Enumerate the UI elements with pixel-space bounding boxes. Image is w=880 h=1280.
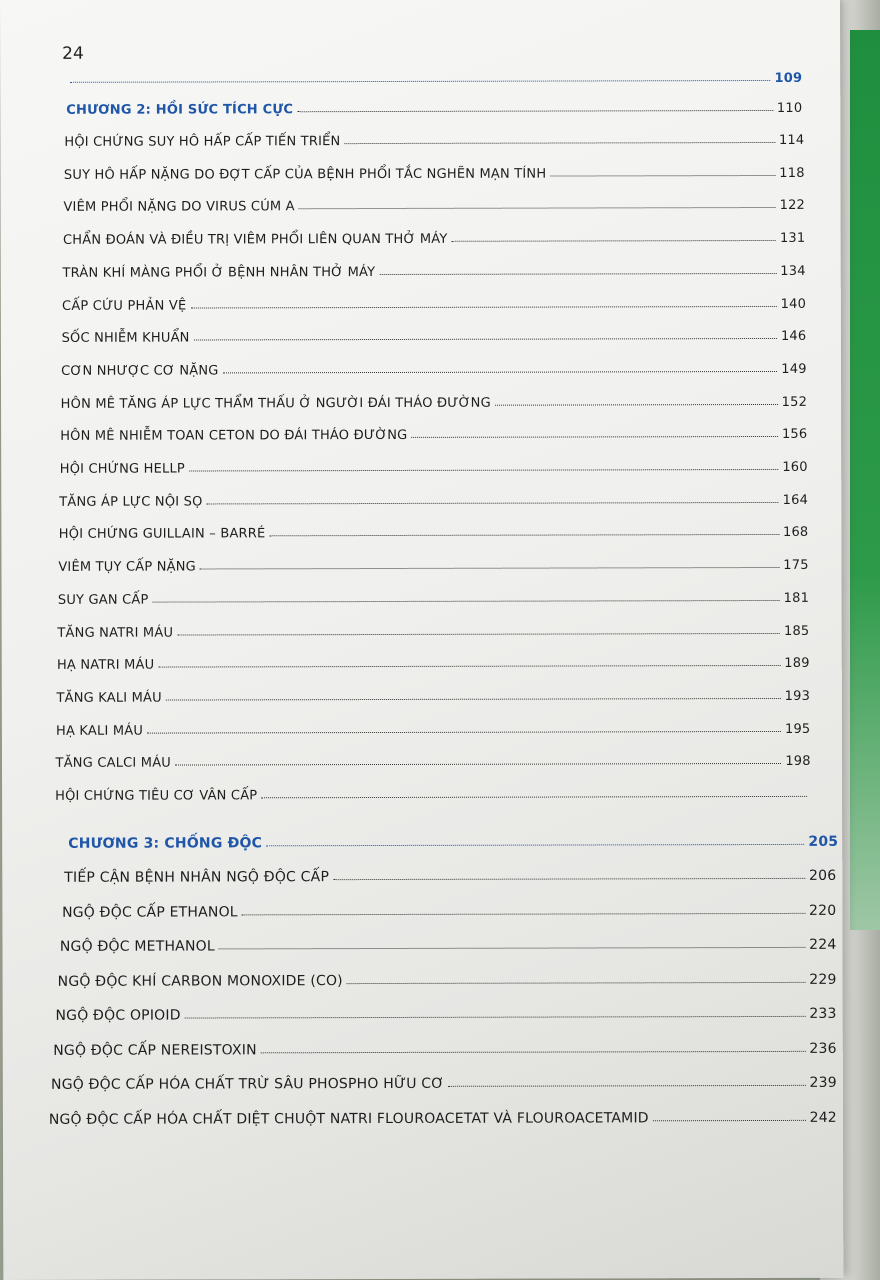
toc-entry[interactable]	[61, 383, 807, 411]
toc-entry[interactable]	[55, 996, 836, 1024]
toc-entry[interactable]	[57, 645, 810, 673]
toc-entry-page: 149	[781, 361, 807, 377]
toc-leader-dots	[166, 698, 781, 701]
toc-entry[interactable]	[59, 514, 809, 542]
toc-entry[interactable]	[58, 580, 809, 608]
toc-entry[interactable]	[56, 710, 810, 738]
toc-leader-dots	[175, 763, 781, 766]
toc-entry-page: 146	[780, 329, 807, 345]
toc-entry[interactable]	[62, 285, 806, 313]
green-book-edge	[850, 30, 880, 930]
toc-leader-dots	[261, 796, 807, 798]
toc-leader-dots	[269, 534, 779, 536]
toc-leader-dots	[242, 912, 805, 914]
toc-entry[interactable]	[55, 776, 811, 804]
toc-entry-title: CHẨN ĐOÁN VÀ ĐIỀU TRỊ VIÊM PHỔI LIÊN QUAN THỞ MÁY	[62, 231, 448, 248]
toc-leader-dots	[653, 1119, 806, 1120]
toc-entry[interactable]	[57, 612, 809, 640]
toc-entry[interactable]	[62, 318, 807, 346]
toc-leader-dots	[261, 1050, 806, 1052]
toc-entry-title: HỘI CHỨNG TIÊU CƠ VÂN CẤP	[55, 788, 258, 804]
toc-entry-title: HỘI CHỨNG SUY HÔ HẤP CẤP TIẾN TRIỂN	[64, 134, 341, 150]
toc-leader-dots	[190, 305, 776, 308]
toc-leader-dots	[189, 469, 778, 472]
toc-entry[interactable]	[60, 416, 807, 444]
toc-entry-page: 181	[783, 590, 810, 606]
toc-entry-page: 156	[781, 427, 808, 443]
toc-entry-title: SUY GAN CẤP	[57, 592, 149, 608]
toc-entry-page: 233	[809, 1005, 837, 1022]
toc-top-ref: 109	[66, 60, 802, 88]
toc-entry[interactable]	[64, 122, 804, 150]
toc-entry-title: HÔN MÊ TĂNG ÁP LỰC THẨM THẤU Ở NGƯỜI ĐÁI THÁO ĐƯỜNG	[60, 395, 491, 412]
toc-entry-page: 134	[780, 263, 806, 279]
toc-entry-page: 206	[808, 867, 837, 884]
toc-entry-page: 122	[779, 198, 806, 214]
toc-entry-title: CƠN NHƯỢC CƠ NẶNG	[61, 363, 219, 379]
toc-leader-dots	[299, 207, 776, 209]
toc-entry-page: 118	[779, 165, 805, 181]
toc-leader-dots	[452, 240, 776, 242]
toc-leader-dots	[344, 142, 775, 144]
toc-entry[interactable]	[58, 547, 808, 575]
toc-entry-page: 229	[809, 971, 837, 988]
toc-leader-dots	[347, 981, 805, 983]
toc-entry-page: 236	[809, 1040, 837, 1057]
toc-entry[interactable]	[51, 1065, 837, 1093]
toc-entry-title: VIÊM TỤY CẤP NẶNG	[58, 559, 196, 575]
toc-leader-dots	[495, 404, 778, 406]
toc-entry-page: 131	[779, 230, 806, 247]
toc-entry[interactable]	[53, 1030, 837, 1058]
toc-entry-page: 239	[809, 1074, 837, 1091]
toc-leader-dots	[147, 731, 781, 734]
toc-entry-page: 242	[809, 1109, 837, 1126]
toc-leader-dots	[333, 878, 805, 880]
toc-entry-title: TRÀN KHÍ MÀNG PHỔI Ở BỆNH NHÂN THỞ MÁY	[62, 264, 376, 281]
toc-entry-title: TIẾP CẬN BỆNH NHÂN NGỘ ĐỘC CẤP	[64, 869, 330, 886]
toc-leader-dots	[219, 947, 805, 950]
toc-entry-title: HỘI CHỨNG GUILLAIN – BARRÉ	[58, 526, 266, 543]
toc-entry-title: CẤP CỨU PHẢN VỆ	[62, 298, 187, 314]
toc-entry-page: 160	[782, 459, 808, 475]
toc-entry[interactable]	[60, 449, 808, 477]
toc-leader-dots	[200, 567, 779, 570]
toc-entry-page: 220	[809, 902, 837, 919]
toc-entry[interactable]	[55, 743, 810, 771]
toc-entry-page: 224	[809, 936, 837, 953]
toc-entry-title: NGỘ ĐỘC KHÍ CARBON MONOXIDE (CO)	[57, 972, 343, 990]
chapter-2-heading[interactable]: CHƯƠNG 2: HỒI SỨC TÍCH CỰC 110	[66, 100, 803, 118]
toc-entry-page: 193	[784, 688, 811, 704]
toc-entry-title: TĂNG ÁP LỰC NỘI SỌ	[59, 494, 203, 510]
toc-entry-title: HÔN MÊ NHIỄM TOAN CETON DO ĐÁI THÁO ĐƯỜNG	[60, 428, 408, 445]
toc-entry[interactable]	[60, 927, 837, 955]
toc-entry-page: 140	[780, 296, 807, 312]
toc-entry[interactable]	[64, 858, 836, 886]
toc-leader-dots	[223, 371, 778, 373]
toc-entry-page: 114	[778, 132, 805, 148]
toc-entry-page: 152	[781, 394, 808, 410]
toc-entry-page: 198	[785, 754, 811, 770]
toc-entry[interactable]	[59, 482, 808, 510]
toc-entry[interactable]	[64, 155, 805, 183]
toc-entry-title: NGỘ ĐỘC METHANOL	[59, 938, 215, 955]
toc-entry[interactable]	[61, 351, 807, 379]
toc-entry-title: SUY HÔ HẤP NẶNG DO ĐỢT CẤP CỦA BỆNH PHỔI TẮC NGHẼN MẠN TÍNH	[63, 166, 547, 183]
toc-leader-dots	[411, 436, 778, 438]
toc-entry[interactable]	[56, 678, 810, 706]
toc-entry[interactable]	[49, 1099, 837, 1127]
toc-entry[interactable]	[63, 187, 805, 215]
chapter-3-heading[interactable]: CHƯƠNG 3: CHỐNG ĐỘC 205	[68, 833, 839, 852]
toc-entry-title: TĂNG CALCI MÁU	[55, 755, 172, 772]
toc-entry[interactable]	[62, 892, 836, 920]
toc-entry-title: HẠ NATRI MÁU	[56, 657, 155, 674]
toc-entry-page: 185	[783, 623, 810, 639]
toc-entry-title: TĂNG NATRI MÁU	[57, 625, 174, 641]
toc-entry-page: 164	[782, 492, 809, 508]
toc-entry-title: NGỘ ĐỘC CẤP NEREISTOXIN	[53, 1041, 257, 1059]
toc-entry[interactable]	[58, 961, 837, 989]
page-number: 24	[62, 43, 84, 64]
toc-entry[interactable]	[63, 220, 805, 248]
toc-leader-dots	[448, 1085, 805, 1087]
toc-leader-dots	[550, 175, 775, 177]
toc-entry-title: HẠ KALI MÁU	[55, 723, 144, 739]
toc-entry-title: NGỘ ĐỘC CẤP HÓA CHẤT TRỪ SÂU PHOSPHO HỮU CƠ	[51, 1075, 445, 1093]
toc-entry-title: TĂNG KALI MÁU	[56, 690, 162, 706]
toc-entry-page: 168	[782, 525, 809, 541]
toc-leader-dots	[194, 338, 777, 341]
toc-entry-title: NGỘ ĐỘC OPIOID	[55, 1007, 181, 1024]
toc-entry-title: HỘI CHỨNG HELLP	[59, 461, 185, 477]
toc-leader-dots	[207, 502, 779, 504]
toc-entry-title: VIÊM PHỔI NẶNG DO VIRUS CÚM A	[63, 199, 295, 216]
toc-leader-dots	[185, 1016, 806, 1019]
toc-entry-title: NGỘ ĐỘC CẤP HÓA CHẤT DIỆT CHUỘT NATRI FLOUROACETAT VÀ FLOUROACETAMID	[48, 1109, 649, 1128]
toc-leader-dots	[153, 600, 780, 603]
toc-leader-dots	[158, 665, 780, 668]
toc-entry-page: 195	[784, 721, 811, 737]
toc-entry-page: 189	[784, 656, 810, 672]
toc-entry-title: SỐC NHIỄM KHUẨN	[61, 330, 190, 347]
toc-entry-page: 175	[783, 557, 809, 574]
toc-entry[interactable]	[62, 253, 805, 281]
toc-entry-title: NGỘ ĐỘC CẤP ETHANOL	[62, 903, 238, 921]
toc-leader-dots	[177, 632, 780, 635]
toc-leader-dots	[379, 273, 776, 275]
